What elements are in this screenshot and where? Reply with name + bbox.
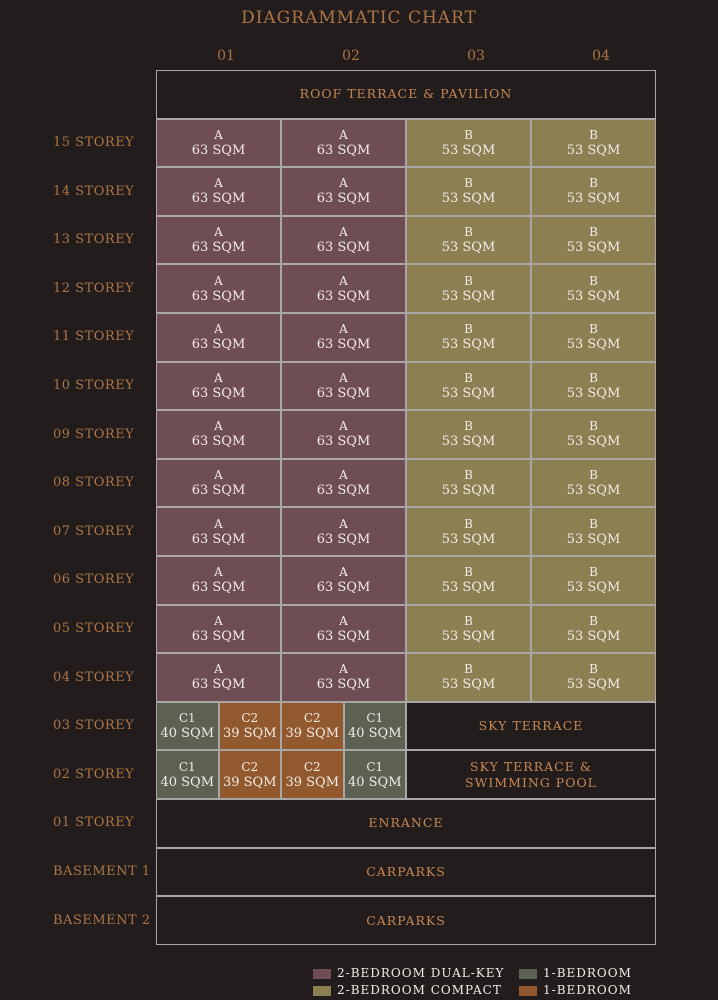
unit-c2-cell [281,750,344,799]
floor-label: 04 STOREY [53,669,135,685]
unit-size: 63 SQM [191,385,246,401]
unit-size: 53 SQM [566,142,621,158]
unit-type: B [464,176,473,191]
unit-size: 63 SQM [316,531,371,547]
unit-type: C1 [366,759,384,774]
unit-size: 63 SQM [191,434,246,450]
unit-size: 53 SQM [566,677,621,693]
unit-c1-cell [344,750,407,799]
unit-size: 53 SQM [441,483,496,499]
unit-size: 53 SQM [441,580,496,596]
unit-a-cell [281,216,406,265]
floor-label: 03 STOREY [53,718,135,734]
unit-a-cell [281,605,406,654]
floor-label: BASEMENT 2 [53,912,151,928]
unit-size: 40 SQM [160,774,215,790]
unit-a-cell [281,167,406,216]
floor-label: 05 STOREY [53,620,135,636]
sky-terrace-label: SKY TERRACE [478,718,584,734]
unit-type: A [214,419,223,434]
unit-type: A [214,516,223,531]
unit-size: 53 SQM [566,191,621,207]
unit-type: A [339,322,348,337]
unit-size: 63 SQM [191,531,246,547]
unit-a-cell [281,507,406,556]
floor-label: BASEMENT 1 [53,863,151,879]
legend-swatch [313,986,331,996]
unit-type: A [339,370,348,385]
legend-label: 2-BEDROOM DUAL-KEY [337,966,505,980]
unit-a-cell [156,653,281,702]
unit-type: C2 [241,759,259,774]
unit-size: 53 SQM [441,288,496,304]
unit-a-cell [156,264,281,313]
unit-a-cell [156,410,281,459]
unit-b-cell [406,119,531,168]
unit-size: 63 SQM [316,142,371,158]
roof-terrace-cell [156,70,656,119]
unit-b-cell [531,556,656,605]
floor-label: 10 STOREY [53,377,135,393]
unit-c2-cell [219,702,282,751]
unit-type: A [339,516,348,531]
unit-type: A [339,662,348,677]
legend-swatch [313,969,331,979]
unit-b-cell [531,507,656,556]
legend-item [519,983,632,997]
unit-type: B [464,370,473,385]
unit-b-cell [531,362,656,411]
unit-size: 53 SQM [441,628,496,644]
unit-type: A [214,322,223,337]
floor-label: 06 STOREY [53,572,135,588]
unit-a-cell [156,362,281,411]
floor-grid [156,70,656,945]
unit-size: 40 SQM [160,726,215,742]
unit-size: 63 SQM [316,191,371,207]
unit-type: B [589,127,598,142]
unit-b-cell [406,410,531,459]
unit-size: 53 SQM [566,337,621,353]
unit-size: 39 SQM [285,726,340,742]
unit-size: 63 SQM [191,240,246,256]
column-header-02: 02 [342,48,360,64]
floor-label: 12 STOREY [53,280,135,296]
carparks-b2-cell [156,896,656,945]
column-header-01: 01 [217,48,235,64]
unit-type: A [339,419,348,434]
unit-size: 39 SQM [222,726,277,742]
unit-size: 53 SQM [566,385,621,401]
unit-a-cell [156,459,281,508]
unit-a-cell [156,216,281,265]
unit-b-cell [406,459,531,508]
unit-b-cell [406,653,531,702]
unit-type: B [589,565,598,580]
unit-type: B [464,273,473,288]
unit-size: 63 SQM [191,337,246,353]
unit-size: 53 SQM [566,483,621,499]
unit-c1-cell [156,702,219,751]
unit-size: 63 SQM [191,191,246,207]
unit-size: 63 SQM [316,288,371,304]
unit-a-cell [281,410,406,459]
unit-size: 53 SQM [441,337,496,353]
floor-label: 07 STOREY [53,523,135,539]
unit-type: A [339,176,348,191]
floor-label: 01 STOREY [53,815,135,831]
unit-type: A [339,468,348,483]
unit-size: 63 SQM [191,142,246,158]
unit-a-cell [281,264,406,313]
unit-type: A [214,370,223,385]
unit-size: 40 SQM [347,726,402,742]
legend-label: 1-BEDROOM [543,983,632,997]
unit-b-cell [531,459,656,508]
legend-item [519,966,632,980]
unit-size: 63 SQM [191,677,246,693]
unit-b-cell [531,167,656,216]
unit-type: B [589,322,598,337]
unit-b-cell [406,605,531,654]
unit-type: B [464,516,473,531]
unit-type: C1 [178,711,196,726]
unit-a-cell [281,313,406,362]
unit-size: 40 SQM [347,774,402,790]
unit-type: B [589,176,598,191]
unit-type: A [214,127,223,142]
sky-terrace-pool-label: SKY TERRACE & [470,758,592,774]
unit-b-cell [406,362,531,411]
unit-a-cell [156,313,281,362]
unit-type: A [214,613,223,628]
floor-label: 02 STOREY [53,766,135,782]
unit-c2-cell [219,750,282,799]
carparks-b1-cell [156,848,656,897]
unit-b-cell [531,313,656,362]
unit-a-cell [281,459,406,508]
unit-size: 53 SQM [441,240,496,256]
unit-type: A [214,662,223,677]
floor-label: 14 STOREY [53,183,135,199]
unit-type: A [339,127,348,142]
unit-b-cell [406,216,531,265]
unit-type: A [214,225,223,240]
sky-terrace-pool-label: SWIMMING POOL [465,774,597,790]
unit-a-cell [281,653,406,702]
floor-label: 13 STOREY [53,232,135,248]
unit-type: B [464,419,473,434]
legend-item [313,966,504,980]
unit-size: 63 SQM [316,337,371,353]
entrance-label: ENRANCE [368,815,444,831]
unit-size: 53 SQM [441,385,496,401]
unit-type: C1 [178,759,196,774]
unit-type: B [464,662,473,677]
unit-b-cell [406,264,531,313]
legend-swatch [519,986,537,996]
unit-type: B [589,468,598,483]
unit-b-cell [531,264,656,313]
unit-b-cell [531,653,656,702]
unit-type: B [464,613,473,628]
floor-label: 09 STOREY [53,426,135,442]
carparks-label: CARPARKS [366,863,446,879]
unit-type: C2 [303,759,321,774]
unit-a-cell [156,167,281,216]
unit-type: B [589,516,598,531]
carparks-label: CARPARKS [366,912,446,928]
legend-label: 2-BEDROOM COMPACT [337,983,502,997]
unit-size: 53 SQM [441,531,496,547]
unit-b-cell [406,313,531,362]
unit-c1-cell [344,702,407,751]
unit-type: A [339,565,348,580]
unit-b-cell [531,119,656,168]
unit-type: A [339,225,348,240]
unit-a-cell [156,605,281,654]
unit-size: 63 SQM [191,288,246,304]
unit-type: B [589,613,598,628]
unit-type: B [589,662,598,677]
unit-size: 63 SQM [316,483,371,499]
floor-label: 08 STOREY [53,475,135,491]
unit-size: 63 SQM [316,677,371,693]
unit-size: 63 SQM [316,385,371,401]
unit-size: 63 SQM [316,240,371,256]
unit-b-cell [406,167,531,216]
unit-c1-cell [156,750,219,799]
unit-type: B [589,273,598,288]
unit-type: A [214,565,223,580]
unit-size: 53 SQM [441,434,496,450]
unit-type: A [214,273,223,288]
entrance-cell [156,799,656,848]
unit-size: 63 SQM [316,580,371,596]
sky-terrace-pool-cell [406,750,656,799]
unit-a-cell [281,362,406,411]
unit-b-cell [406,507,531,556]
unit-type: B [464,468,473,483]
unit-size: 53 SQM [566,240,621,256]
legend-item [313,983,502,997]
unit-type: B [464,225,473,240]
unit-type: C2 [241,711,259,726]
unit-c2-cell [281,702,344,751]
unit-type: A [339,613,348,628]
unit-size: 53 SQM [441,677,496,693]
unit-type: B [464,127,473,142]
unit-type: B [589,370,598,385]
unit-size: 53 SQM [566,580,621,596]
unit-size: 63 SQM [191,483,246,499]
unit-b-cell [406,556,531,605]
legend-swatch [519,969,537,979]
roof-label: ROOF TERRACE & PAVILION [299,86,513,102]
unit-size: 63 SQM [316,628,371,644]
unit-size: 53 SQM [566,288,621,304]
unit-type: A [214,176,223,191]
unit-type: B [464,565,473,580]
unit-size: 53 SQM [441,191,496,207]
unit-size: 53 SQM [566,628,621,644]
unit-type: A [214,468,223,483]
floor-label: 11 STOREY [53,329,135,345]
unit-size: 53 SQM [441,142,496,158]
unit-a-cell [281,556,406,605]
unit-size: 39 SQM [222,774,277,790]
unit-b-cell [531,216,656,265]
unit-b-cell [531,410,656,459]
unit-size: 53 SQM [566,434,621,450]
unit-a-cell [281,119,406,168]
unit-a-cell [156,119,281,168]
sky-terrace-cell [406,702,656,751]
unit-a-cell [156,507,281,556]
unit-size: 63 SQM [191,628,246,644]
unit-size: 63 SQM [191,580,246,596]
legend-label: 1-BEDROOM [543,966,632,980]
unit-type: C2 [303,711,321,726]
chart-title: DIAGRAMMATIC CHART [241,8,477,28]
unit-type: A [339,273,348,288]
unit-size: 39 SQM [285,774,340,790]
unit-type: B [464,322,473,337]
floor-label: 15 STOREY [53,134,135,150]
unit-size: 63 SQM [316,434,371,450]
unit-a-cell [156,556,281,605]
unit-type: B [589,419,598,434]
unit-size: 53 SQM [566,531,621,547]
unit-type: B [589,225,598,240]
column-header-03: 03 [467,48,485,64]
unit-b-cell [531,605,656,654]
unit-type: C1 [366,711,384,726]
column-header-04: 04 [592,48,610,64]
